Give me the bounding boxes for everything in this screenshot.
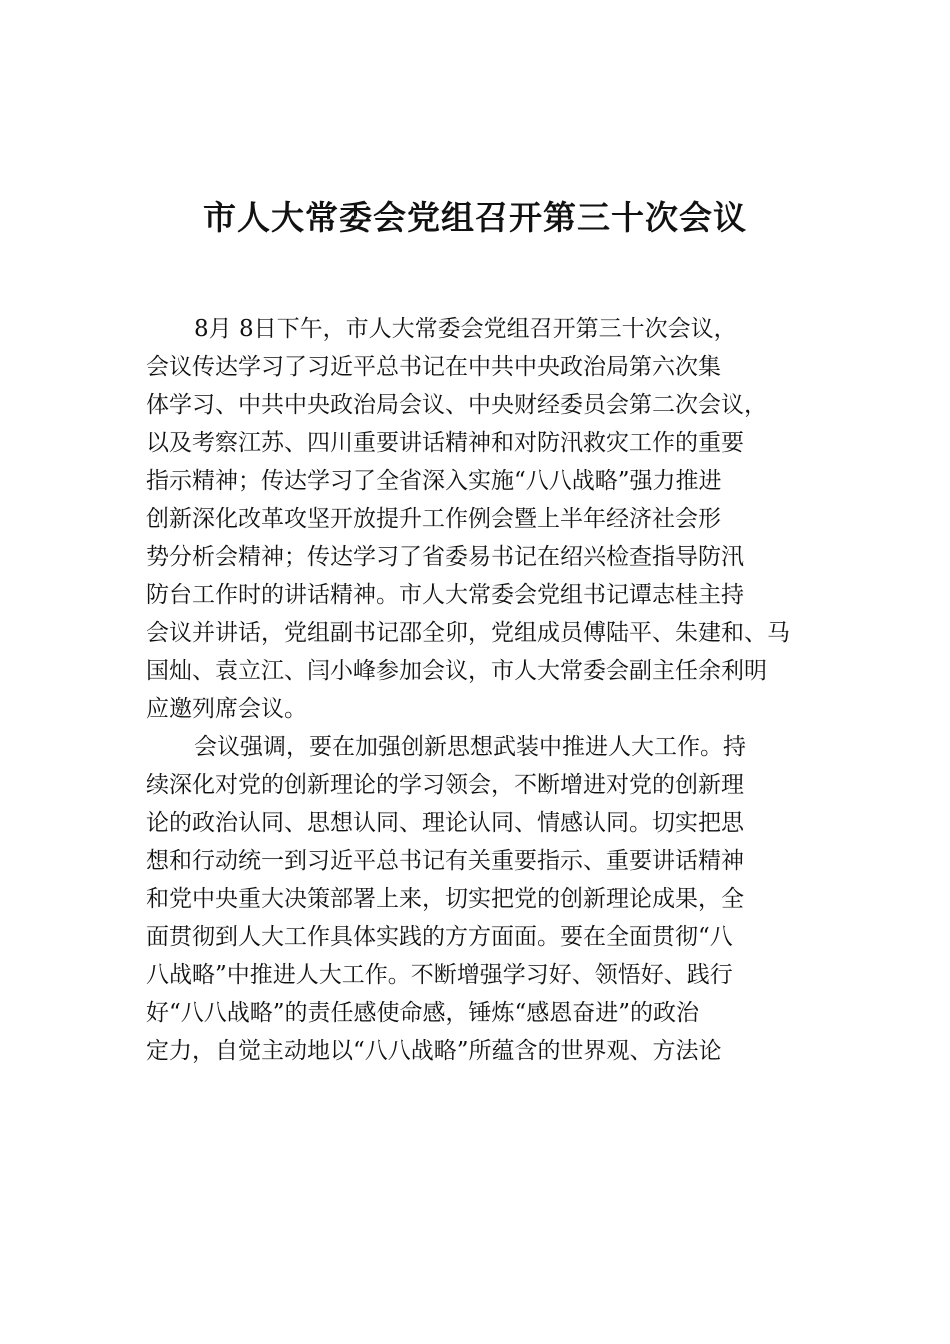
- paragraph-line: 8月 8日下午，市人大常委会党组召开第三十次会议，: [194, 316, 737, 342]
- paragraph-line: 想和行动统一到习近平总书记有关重要指示、重要讲话精神: [146, 848, 744, 874]
- paragraph-line: 面贯彻到人大工作具体实践的方方面面。要在全面贯彻“八: [146, 924, 733, 950]
- paragraph-line: 国灿、袁立江、闫小峰参加会议，市人大常委会副主任余利明: [146, 658, 767, 684]
- paragraph-line: 以及考察江苏、四川重要讲话精神和对防汛救灾工作的重要: [146, 430, 744, 456]
- paragraph-line: 会议传达学习了习近平总书记在中共中央政治局第六次集: [146, 354, 721, 380]
- paragraph-line: 势分析会精神；传达学习了省委易书记在绍兴检查指导防汛: [146, 544, 744, 570]
- paragraph-line: 防台工作时的讲话精神。市人大常委会党组书记谭志桂主持: [146, 582, 744, 608]
- paragraph-line: 应邀列席会议。: [146, 696, 307, 722]
- paragraph-line: 八战略”中推进人大工作。不断增强学习好、领悟好、践行: [146, 962, 733, 988]
- paragraph-line: 创新深化改革攻坚开放提升工作例会暨上半年经济社会形: [146, 506, 721, 532]
- paragraph-line: 论的政治认同、思想认同、理论认同、情感认同。切实把思: [146, 810, 744, 836]
- paragraph-line: 和党中央重大决策部署上来，切实把党的创新理论成果，全: [146, 886, 744, 912]
- paragraph-line: 好“八八战略”的责任感使命感，锤炼“感恩奋进”的政治: [146, 1000, 700, 1026]
- document-body: [146, 310, 810, 1070]
- paragraph-line: 定力，自觉主动地以“八八战略”所蕴含的世界观、方法论: [146, 1038, 722, 1064]
- paragraph-line: 续深化对党的创新理论的学习领会，不断增进对党的创新理: [146, 772, 744, 798]
- paragraph-line: 会议并讲话，党组副书记邵全卯，党组成员傅陆平、朱建和、马: [146, 620, 790, 646]
- paragraph-line: 体学习、中共中央政治局会议、中央财经委员会第二次会议，: [146, 392, 767, 418]
- paragraph-1: [146, 310, 810, 728]
- paragraph-line: 指示精神；传达学习了全省深入实施“八八战略”强力推进: [146, 468, 722, 494]
- document-title: 市人大常委会党组召开第三十次会议: [203, 198, 747, 237]
- paragraph-line: 会议强调，要在加强创新思想武装中推进人大工作。持: [194, 734, 746, 760]
- paragraph-2: [146, 728, 810, 1070]
